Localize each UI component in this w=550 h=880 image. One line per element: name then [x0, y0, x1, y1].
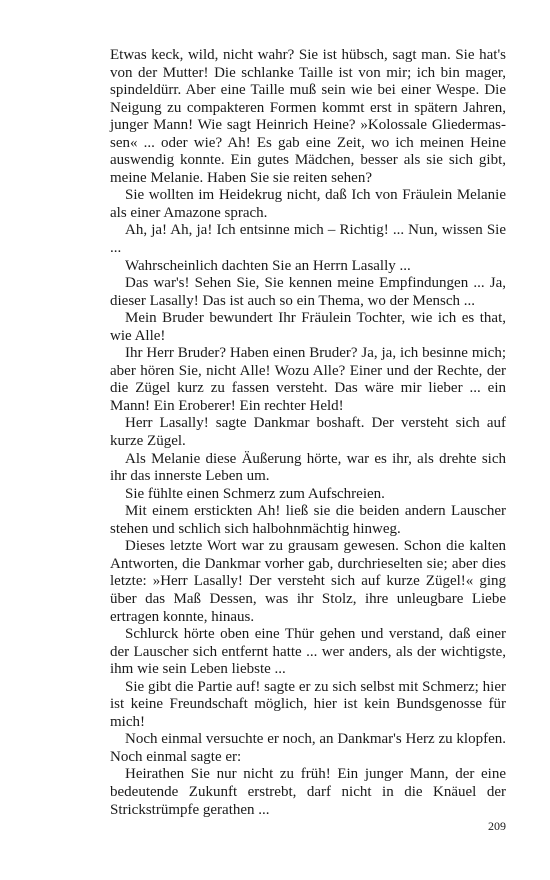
paragraph: Ihr Herr Bruder? Haben einen Bruder? Ja, ja, ich besinne mich; aber hören Sie, nicht Alle! Wozu Alle? Einer und der Rechte, der die Zügel kurz zu fassen versteht. Das wäre mir lieber ... ein Mann! Ein Eroberer! Ein rechter Held! [110, 345, 506, 414]
page-number: 209 [488, 819, 506, 833]
paragraph: Ah, ja! Ah, ja! Ich entsinne mich – Richtig! ... Nun, wissen Sie ... [110, 222, 506, 257]
paragraph: Das war's! Sehen Sie, Sie kennen meine Empfindungen ... Ja, dieser Lasally! Das ist auch so ein Thema, wo der Mensch ... [110, 275, 506, 309]
paragraph: Sie gibt die Partie auf! sagte er zu sich selbst mit Schmerz; hier ist keine Freundschaft möglich, hier ist kein Bundsgenosse für mich! [110, 678, 506, 730]
paragraph: Herr Lasally! sagte Dankmar boshaft. Der versteht sich auf kurze Zügel. [110, 415, 506, 450]
paragraph: Schlurck hörte oben eine Thür gehen und verstand, daß einer der Lauscher sich entfernt hatte ... wer anders, als der wichtigste, ihm wie sein Leben liebste ... [110, 626, 506, 678]
body-text [110, 47, 506, 819]
paragraph: Mein Bruder bewundert Ihr Fräulein Tochter, wie ich es that, wie Alle! [110, 310, 506, 344]
paragraph: Etwas keck, wild, nicht wahr? Sie ist hübsch, sagt man. Sie hat's von der Mutter! Die schlanke Taille ist von mir; ich bin mager, spindeldürr. Aber eine Taille muß sein wie bei einer Wespe. Die Neigung zu compakteren Formen kommt erst in spätern Jahren, junger Mann! Wie sagt Heinrich Heine? »Kolossale Gliedermassen« ... oder wie? Ah! Es gab eine Zeit, wo ich meinen Heine auswendig konnte. Ein gutes Mädchen, besser als sie sich gibt, meine Melanie. Haben Sie sie reiten sehen? [110, 47, 506, 186]
paragraph: Noch einmal versuchte er noch, an Dankmar's Herz zu klopfen. Noch einmal sagte er: [110, 731, 506, 765]
paragraph: Sie fühlte einen Schmerz zum Aufschreien. [125, 485, 385, 502]
paragraph: Sie wollten im Heidekrug nicht, daß Ich von Fräulein Melanie als einer Amazone sprach. [110, 187, 506, 221]
paragraph: Als Melanie diese Äußerung hörte, war es ihr, als drehte sich ihr das innerste Leben um. [110, 450, 506, 485]
paragraph: Wahrscheinlich dachten Sie an Herrn Lasally ... [125, 257, 411, 274]
paragraph: Heirathen Sie nur nicht zu früh! Ein junger Mann, der eine bedeutende Zukunft erstrebt, darf nicht in die Knäuel der Strickstrümpfe gerathen ... [110, 766, 506, 818]
paragraph: Dieses letzte Wort war zu grausam gewesen. Schon die kalten Antworten, die Dankmar vorher gab, durchrieselten sie; aber dies letzte: »Herr Lasally! Der versteht sich auf kurze Zügel!« ging über das Maß Dessen, was ihr Stolz, ihre unleugbare Liebe ertragen konnte, hinaus. [110, 538, 506, 625]
paragraph: Mit einem erstickten Ah! ließ sie die beiden andern Lauscher stehen und schlich sich halbohnmächtig hinweg. [110, 503, 506, 537]
